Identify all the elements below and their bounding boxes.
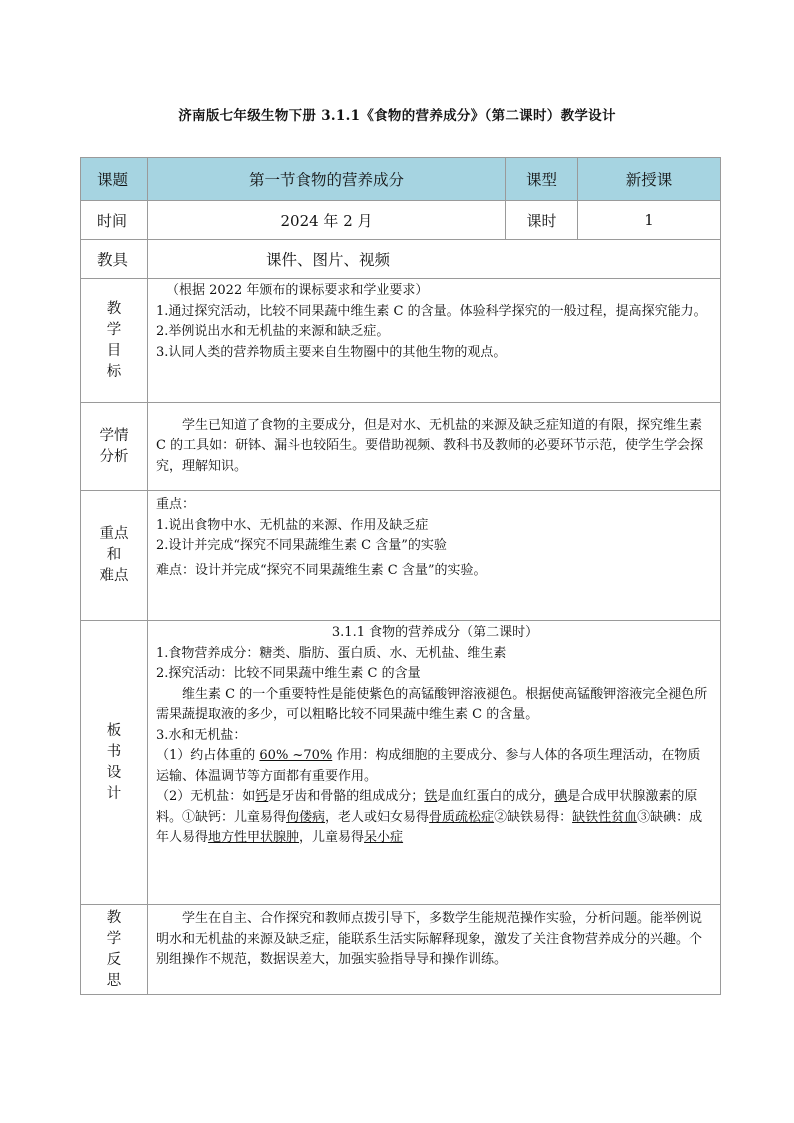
board-label: 板 书 设 计 bbox=[81, 621, 148, 905]
keypoints-row bbox=[81, 491, 721, 621]
objectives-note: （根据 2022 年颁布的课标要求和学业要求） bbox=[166, 283, 429, 298]
analysis-content: 学生已知道了食物的主要成分，但是对水、无机盐的来源及缺乏症知道的有限，探究维生素 C 的工具如：研钵、漏斗也较陌生。要借助视频、教科书及教师的必要环节示范，使学生学会探究，理解知识。 bbox=[148, 403, 721, 491]
keypoint-item: 1.说出食物中水、无机盐的来源、作用及缺乏症 bbox=[156, 517, 429, 533]
lesson-type-value: 新授课 bbox=[578, 158, 721, 201]
period-label: 课时 bbox=[506, 201, 578, 240]
objective-item: 3.认同人类的营养物质主要来自生物圈中的其他生物的观点。 bbox=[156, 344, 507, 360]
analysis-label: 学情 分析 bbox=[81, 403, 148, 491]
minerals-text: （2）无机盐：如钙是牙齿和骨骼的组成成分；铁是血红蛋白的成分，碘是合成甲状腺激素的原料。①缺钙：儿童易得佝偻病，老人或妇女易得骨质疏松症②缺铁易得：缺铁性贫血③缺碘：成年人易得地方性甲状腺肿，儿童易得呆小症 bbox=[156, 789, 703, 845]
reflection-content: 学生在自主、合作探究和教师点拨引导下，多数学生能规范操作实验，分析问题。能举例说明水和无机盐的来源及缺乏症，能联系生活实际解释现象，激发了关注食物营养成分的兴趣。个别组操作不规范，数据误差大，加强实验指导导和操作训练。 bbox=[148, 905, 721, 995]
board-heading: 3.1.1 食物的营养成分（第二课时） bbox=[331, 625, 539, 640]
keypoint-item: 2.设计并完成“探究不同果蔬维生素 C 含量”的实验 bbox=[156, 538, 447, 553]
analysis-row bbox=[81, 403, 721, 491]
keypoints-label: 重点 和 难点 bbox=[81, 491, 148, 621]
tools-label: 教具 bbox=[81, 240, 148, 279]
tools-row bbox=[81, 240, 721, 279]
lesson-plan-table bbox=[80, 157, 721, 995]
topic-label: 课题 bbox=[81, 158, 148, 201]
topic-value: 第一节食物的营养成分 bbox=[148, 158, 506, 201]
objective-item: 1.通过探究活动，比较不同果蔬中维生素 C 的含量。体验科学探究的一般过程，提高探究能力。 bbox=[156, 303, 707, 319]
lesson-type-label: 课型 bbox=[506, 158, 578, 201]
time-value: 2024 年 2 月 bbox=[148, 201, 506, 240]
board-row bbox=[81, 621, 721, 905]
time-label: 时间 bbox=[81, 201, 148, 240]
keypoints-content bbox=[148, 491, 721, 621]
period-value: 1 bbox=[578, 201, 721, 240]
time-row bbox=[81, 201, 721, 240]
board-content: 3.1.1 食物的营养成分（第二课时） 1.食物营养成分：糖类、脂肪、蛋白质、水、无机盐、维生素 2.探究活动：比较不同果蔬中维生素 C 的含量 维生素 C 的一个重要特性是能使紫色的高锰酸钾溶液褪色。根据使高锰酸钾溶液完全褪色所需果蔬提取液的多少，可以粗略比较不同果蔬中维生素 C 的含量。 3.水和无机盐： （1）约占体重的 60% ~70% 作用：构成细胞的主要成分、参与人体的各项生理活动，在物质 运输、体温调节等方面都有重要作用。 （2）无机盐：如钙是牙齿和骨骼的组成成分；铁是血红蛋白的成分，碘是合成甲状腺激素的原料。①缺钙：儿童易得佝偻病，老人或妇女易得骨质疏松症②缺铁易得：缺铁性贫血③缺碘：成年人易得地方性甲状腺肿，儿童易得呆小症 bbox=[148, 621, 721, 905]
reflection-label: 教 学 反 思 bbox=[81, 905, 148, 995]
page-title: 济南版七年级生物下册 3.1.1《食物的营养成分》（第二课时）教学设计 bbox=[178, 108, 616, 124]
water-text: （1）约占体重的 60% ~70% 作用：构成细胞的主要成分、参与人体的各项生理活动，在物质 运输、体温调节等方面都有重要作用。 bbox=[156, 748, 701, 784]
difficulty-text: 难点：设计并完成“探究不同果蔬维生素 C 含量”的实验。 bbox=[156, 562, 487, 578]
reflection-row bbox=[81, 905, 721, 995]
objective-item: 2.举例说出水和无机盐的来源和缺乏症。 bbox=[156, 324, 390, 339]
tools-value: 课件、图片、视频 bbox=[148, 240, 721, 279]
objectives-row bbox=[81, 279, 721, 403]
keypoints-heading: 重点： bbox=[156, 497, 196, 512]
header-row bbox=[81, 158, 721, 201]
objectives-label: 教 学 目 标 bbox=[81, 279, 148, 403]
objectives-content bbox=[148, 279, 721, 403]
